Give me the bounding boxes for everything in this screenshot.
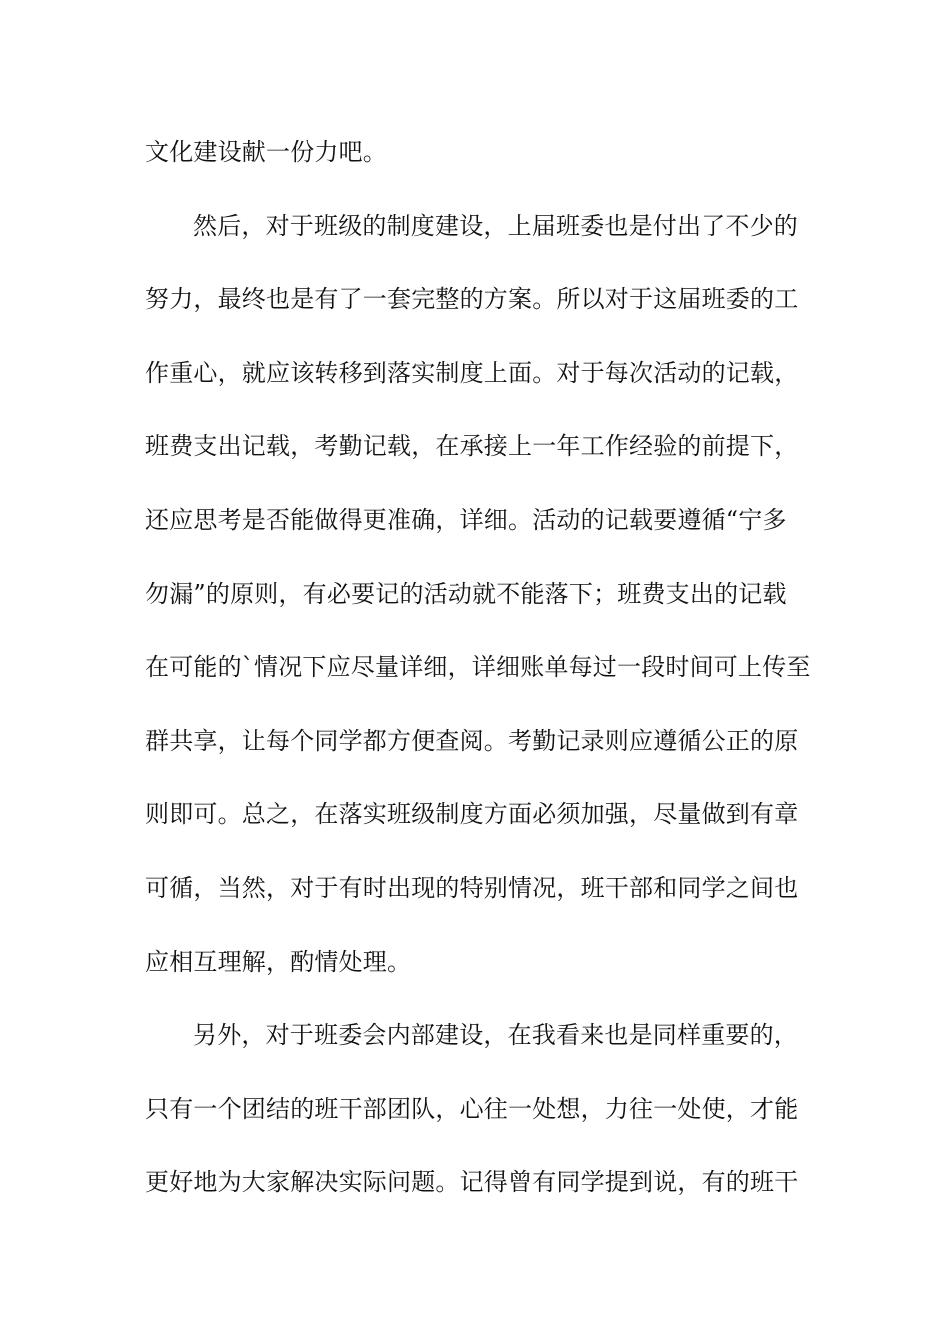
text-line: 勿漏”的原则，有必要记的活动就不能落下；班费支出的记载 (145, 579, 787, 608)
paragraph-start-line: 然后，对于班级的制度建设，上届班委也是付出了不少的 (193, 211, 798, 240)
text-line: 只有一个团结的班干部团队，心往一处想，力往一处使，才能 (145, 1094, 799, 1123)
text-line: 作重心，就应该转移到落实制度上面。对于每次活动的记载， (145, 358, 799, 387)
text-line: 则即可。总之，在落实班级制度方面必须加强，尽量做到有章 (145, 800, 799, 829)
text-line: 应相互理解，酌情处理。 (145, 947, 412, 976)
text-line: 文化建设献一份力吧。 (145, 138, 387, 166)
body-text (145, 128, 825, 1232)
text-line: 更好地为大家解决实际问题。记得曾有同学提到说，有的班干 (145, 1168, 799, 1197)
text-line: 还应思考是否能做得更准确，详细。活动的记载要遵循“宁多 (145, 505, 787, 534)
text-line: 努力，最终也是有了一套完整的方案。所以对于这届班委的工 (145, 285, 799, 314)
text-line: 可循，当然，对于有时出现的特别情况，班干部和同学之间也 (145, 873, 799, 902)
text-line: 班费支出记载，考勤记载，在承接上一年工作经验的前提下， (145, 432, 799, 461)
text-line: 在可能的`情况下应尽量详细，详细账单每过一段时间可上传至 (145, 653, 811, 682)
paragraph-start-line: 另外，对于班委会内部建设，在我看来也是同样重要的， (193, 1021, 798, 1050)
text-line: 群共享，让每个同学都方便查阅。考勤记录则应遵循公正的原 (145, 726, 799, 755)
